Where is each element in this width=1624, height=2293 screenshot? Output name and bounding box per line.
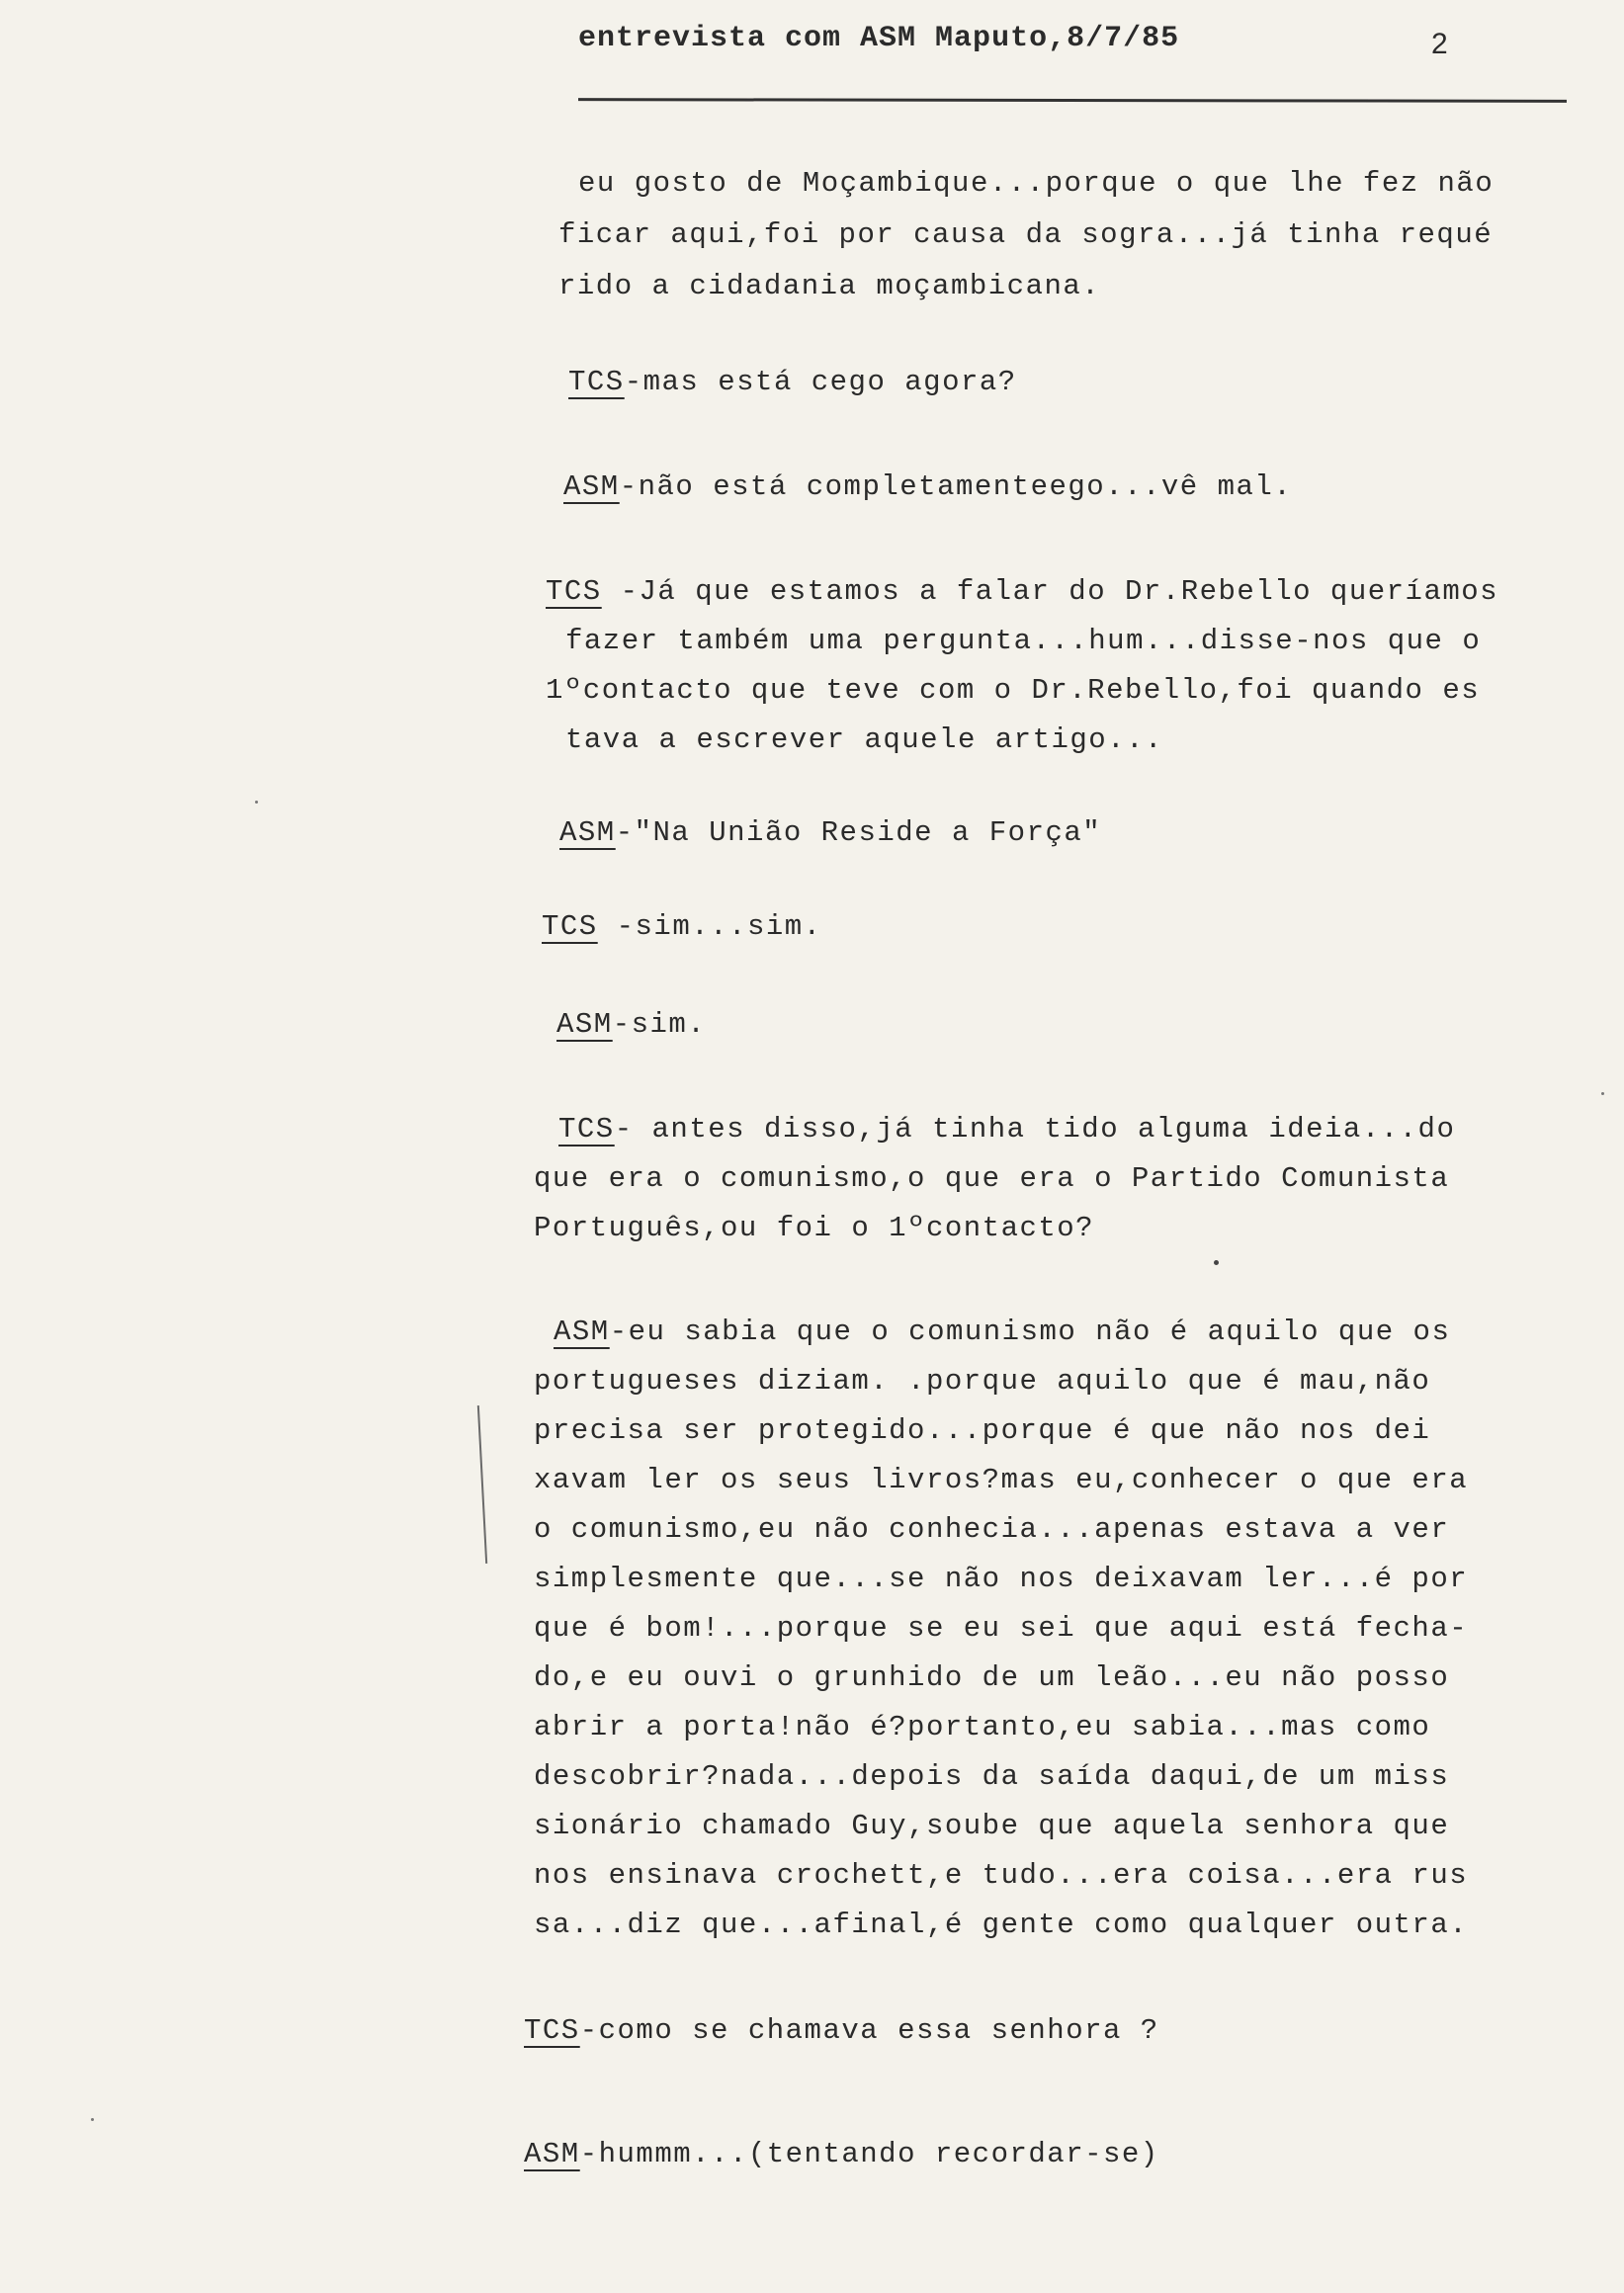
speaker-label: ASM [563, 470, 620, 503]
dialogue-tcs [542, 902, 822, 952]
text-line: fazer também uma pergunta...hum...disse-nos que o [565, 625, 1482, 657]
text-line: que era o comunismo,o que era o Partido Comunista [534, 1162, 1450, 1195]
document-header: entrevista com ASM Maputo,8/7/85 [578, 22, 1180, 55]
text-line: simplesmente que...se não nos deixavam ler...é por [534, 1563, 1469, 1595]
text-line: sionário chamado Guy,soube que aquela senhora que [534, 1810, 1450, 1842]
dialogue-asm [524, 2130, 1159, 2179]
paper-speck [1601, 1092, 1604, 1095]
speaker-label: ASM [554, 1316, 610, 1348]
text-line: 1ºcontacto que teve com o Dr.Rebello,foi quando es [546, 674, 1481, 707]
text-line: precisa ser protegido...porque é que não nos dei [534, 1414, 1431, 1447]
text-line: o comunismo,eu não conhecia...apenas estava a ver [534, 1513, 1450, 1546]
speaker-label: TCS [568, 366, 625, 398]
text-line: portugueses diziam. .porque aquilo que é mau,não [534, 1365, 1431, 1398]
speaker-label: TCS [558, 1113, 615, 1146]
speaker-label: TCS [524, 2014, 580, 2047]
text-line: xavam ler os seus livros?mas eu,conhecer o que era [534, 1464, 1469, 1496]
text-line: que é bom!...porque se eu sei que aqui está fecha- [534, 1612, 1469, 1645]
speaker-label: ASM [524, 2138, 580, 2170]
margin-pencil-mark [477, 1405, 487, 1564]
text-line: nos ensinava crochett,e tudo...era coisa...era rus [534, 1859, 1469, 1892]
dialogue-tcs [546, 567, 1498, 765]
text-line: -mas está cego agora? [624, 366, 1017, 398]
text-line: abrir a porta!não é?portanto,eu sabia...mas como [534, 1711, 1431, 1743]
text-line: -hummm...(tentando recordar-se) [579, 2138, 1159, 2170]
dialogue-asm [556, 1000, 706, 1050]
text-line: - antes disso,já tinha tido alguma ideia...do [614, 1113, 1456, 1146]
paper-speck [1214, 1260, 1219, 1265]
text-line: sa...diz que...afinal,é gente como qualquer outra. [534, 1909, 1469, 1941]
text-line: -Já que estamos a falar do Dr.Rebello queríamos [601, 575, 1499, 608]
text-line: -como se chamava essa senhora ? [579, 2014, 1159, 2047]
text-line: -"Na União Reside a Força" [615, 816, 1102, 849]
dialogue-asm [563, 463, 1292, 512]
dialogue-tcs [568, 358, 1017, 407]
text-line: do,e eu ouvi o grunhido de um leão...eu não posso [534, 1661, 1450, 1694]
text-line: -eu sabia que o comunismo não é aquilo que os [609, 1316, 1451, 1348]
paper-speck [91, 2118, 94, 2121]
speaker-label: TCS [542, 910, 598, 943]
dialogue-tcs [524, 2006, 1159, 2056]
speaker-label: TCS [546, 575, 602, 608]
text-line: Português,ou foi o 1ºcontacto? [534, 1212, 1095, 1244]
dialogue-asm [534, 1308, 1468, 1950]
text-line: tava a escrever aquele artigo... [565, 723, 1163, 756]
text-line: eu gosto de Moçambique...porque o que lhe fez não [578, 167, 1495, 200]
dialogue-asm [559, 808, 1101, 858]
paper-speck [255, 801, 258, 804]
speaker-label: ASM [559, 816, 616, 849]
text-line: ficar aqui,foi por causa da sogra...já tinha requé [558, 218, 1494, 251]
header-rule [578, 98, 1567, 103]
text-line: descobrir?nada...depois da saída daqui,de um miss [534, 1760, 1450, 1793]
text-line: -sim. [612, 1008, 707, 1041]
text-line: -não está completamenteego...vê mal. [619, 470, 1293, 503]
speaker-label: ASM [556, 1008, 613, 1041]
text-line: rido a cidadania moçambicana. [558, 270, 1101, 302]
text-line: -sim...sim. [597, 910, 822, 943]
page-number: 2 [1431, 28, 1448, 60]
paragraph-continuation [558, 158, 1495, 312]
dialogue-tcs [534, 1105, 1455, 1253]
